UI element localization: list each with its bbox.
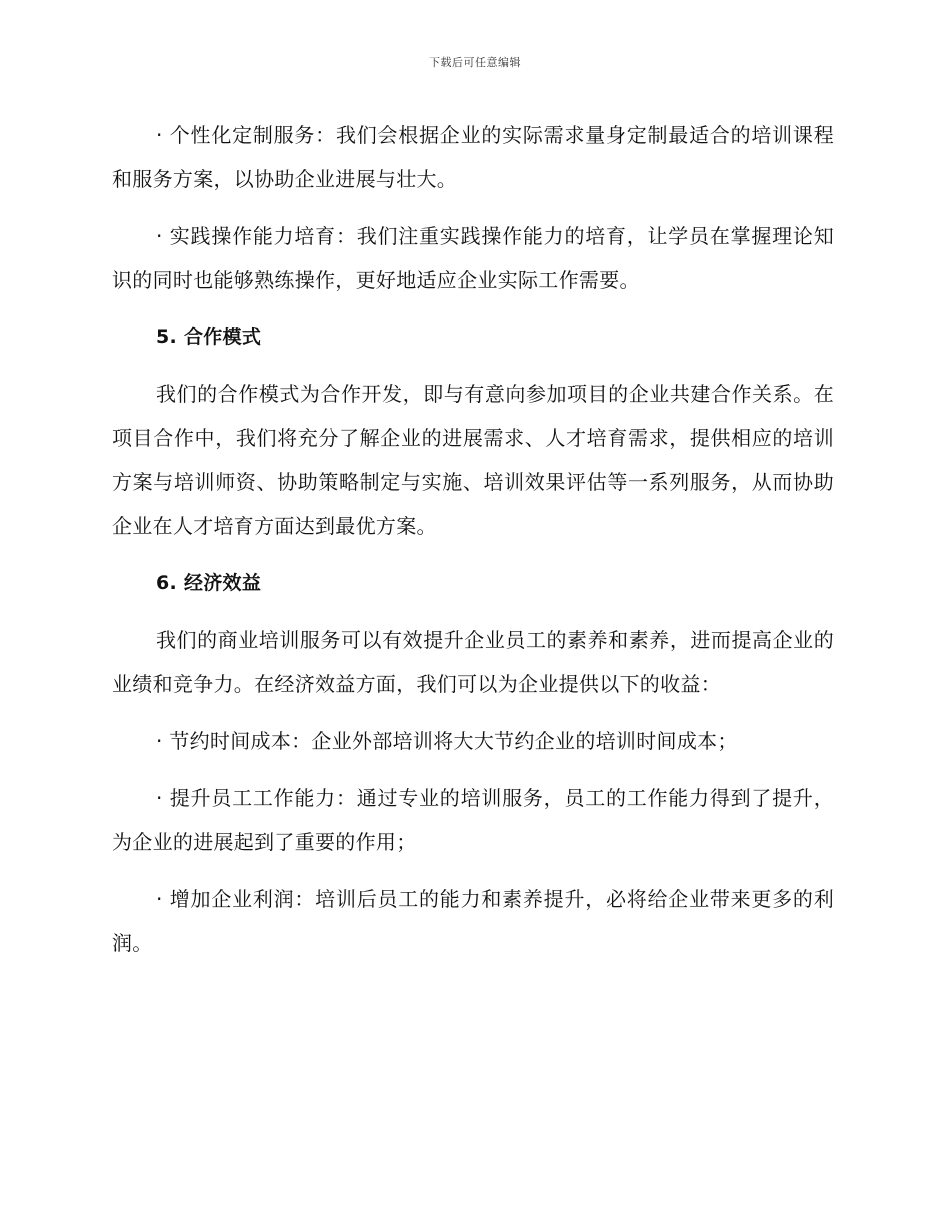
section-heading-economic-benefits: 6. 经济效益 [156, 572, 262, 594]
bullet-customized-service: · 个性化定制服务：我们会根据企业的实际需求量身定制最适合的培训课程和服务方案，以协助企业进展与壮大。 [112, 123, 834, 191]
bullet-save-time: · 节约时间成本：企业外部培训将大大节约企业的培训时间成本； [156, 729, 738, 753]
section-heading-cooperation: 5. 合作模式 [156, 326, 262, 348]
bullet-increase-profit: · 增加企业利润：培训后员工的能力和素养提升，必将给企业带来更多的利润。 [112, 887, 834, 955]
header-note: 下载后可任意编辑 [429, 56, 521, 69]
paragraph-economic-benefits: 我们的商业培训服务可以有效提升企业员工的素养和素养，进而提高企业的业绩和竞争力。在经济效益方面，我们可以为企业提供以下的收益： [112, 628, 834, 696]
bullet-practical-skills: · 实践操作能力培育：我们注重实践操作能力的培育，让学员在掌握理论知识的同时也能够熟练操作，更好地适应企业实际工作需要。 [112, 224, 834, 292]
document-body [112, 113, 834, 978]
paragraph-cooperation: 我们的合作模式为合作开发，即与有意向参加项目的企业共建合作关系。在项目合作中，我们将充分了解企业的进展需求、人才培育需求，提供相应的培训方案与培训师资、协助策略制定与实施、培训效果评估等一系列服务，从而协助企业在人才培育方面达到最优方案。 [112, 382, 834, 538]
bullet-improve-ability: · 提升员工工作能力：通过专业的培训服务，员工的工作能力得到了提升，为企业的进展起到了重要的作用； [112, 786, 834, 854]
